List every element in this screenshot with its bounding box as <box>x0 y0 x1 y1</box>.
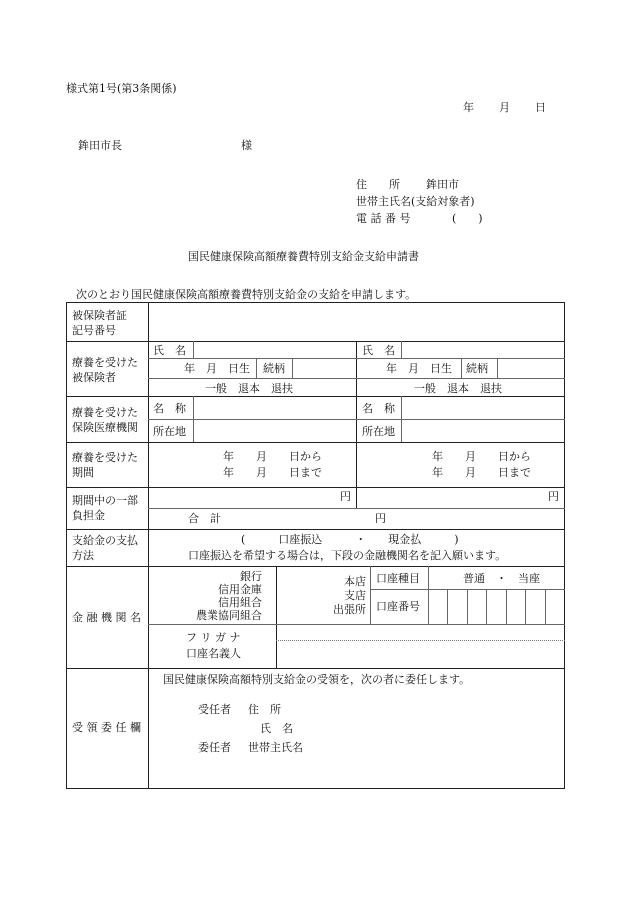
bank-type-nokyo: 農業協同組合 <box>196 609 262 622</box>
delegate-name-label: 氏 名 <box>260 722 293 735</box>
institution-location-label-2: 所在地 <box>362 425 395 438</box>
period-from-2: 年 月 日から <box>432 450 531 463</box>
account-holder-label: 口座名義人 <box>186 647 241 660</box>
label-delegation: 受 領 委 任 欄 <box>72 721 141 734</box>
institution-location-field-1[interactable] <box>195 421 354 441</box>
applicant-name-label: 世帯主氏名(支給対象者) <box>356 195 475 208</box>
insured-name-label-2: 氏 名 <box>362 344 395 357</box>
period-to-2: 年 月 日まで <box>432 466 531 479</box>
furigana-label: フ リ ガ ナ <box>186 631 241 644</box>
applicant-address-value: 鉾田市 <box>426 178 459 191</box>
label-copayment: 期間中の一部 負担金 <box>72 494 138 522</box>
account-type-label: 口座種目 <box>376 572 420 585</box>
insured-name-field-2[interactable] <box>403 343 563 357</box>
payment-note: 口座振込を希望する場合は，下段の金融機関名を記入願います。 <box>188 549 507 562</box>
account-number-label: 口座番号 <box>376 600 420 613</box>
label-treatment-period: 療養を受けた 期間 <box>72 451 138 479</box>
delegate-label: 受任者 <box>198 703 231 716</box>
institution-name-label-2: 名 称 <box>362 402 395 415</box>
period-to-1: 年 月 日まで <box>223 466 322 479</box>
copay-yen-2: 円 <box>548 490 559 503</box>
insured-name-field-1[interactable] <box>195 343 354 357</box>
intro-text: 次のとおり国民健康保険高額療養費特別支給金の支給を申請します。 <box>76 288 417 301</box>
bank-type-shinkumi: 信用組合 <box>218 596 262 609</box>
label-insurance-card-number: 被保険者証 記号番号 <box>72 309 127 337</box>
insured-relation-label-2: 続柄 <box>466 362 488 375</box>
insured-category-1: 一般 退本 退扶 <box>205 382 293 395</box>
institution-name-field-1[interactable] <box>195 398 354 418</box>
bank-type-shinkin: 信用金庫 <box>218 583 262 596</box>
insured-name-label-1: 氏 名 <box>153 344 186 357</box>
account-holder-field[interactable] <box>278 642 563 667</box>
date-year-label: 年 <box>463 101 474 114</box>
furigana-field[interactable] <box>278 626 563 639</box>
applicant-phone-parens: ( ) <box>452 212 483 225</box>
branch-type-office: 出張所 <box>333 603 366 616</box>
insured-relation-label-1: 続柄 <box>263 362 285 375</box>
account-type-options[interactable]: 普通 ・ 当座 <box>463 572 540 585</box>
copay-field-1[interactable] <box>150 489 335 506</box>
institution-name-label-1: 名 称 <box>153 402 186 415</box>
label-insured-person: 療養を受けた 被保険者 <box>72 356 138 384</box>
insured-relation-field-2[interactable] <box>499 360 563 377</box>
date-month-label: 月 <box>499 101 510 114</box>
delegation-text: 国民健康保険高額特別支給金の受領を，次の者に委任します。 <box>163 673 471 686</box>
form-number: 様式第1号(第3条関係) <box>66 82 177 95</box>
branch-type-list <box>326 575 366 617</box>
applicant-address-label: 住 所 <box>356 178 400 191</box>
copay-field-2[interactable] <box>358 489 543 506</box>
document-title: 国民健康保険高額療養費特別支給金支給申請書 <box>188 250 419 263</box>
delegator-label: 委任者 <box>198 741 231 754</box>
insured-birth-label-1: 年 月 日生 <box>184 362 250 375</box>
applicant-phone-label: 電 話 番 号 <box>356 212 411 225</box>
addressee: 鉾田市長 <box>78 139 122 152</box>
date-day-label: 日 <box>535 101 546 114</box>
institution-location-field-2[interactable] <box>403 421 563 441</box>
copay-total-label: 合 計 <box>188 512 221 525</box>
label-medical-institution: 療養を受けた 保険医療機関 <box>72 406 138 434</box>
addressee-honorific: 様 <box>241 139 252 152</box>
copay-yen-1: 円 <box>340 490 351 503</box>
branch-type-branch: 支店 <box>344 589 366 602</box>
label-financial-institution: 金 融 機 関 名 <box>72 611 141 624</box>
branch-type-main: 本店 <box>344 575 366 588</box>
label-payment-method: 支給金の支払 方法 <box>72 534 138 562</box>
institution-location-label-1: 所在地 <box>153 425 186 438</box>
period-from-1: 年 月 日から <box>223 450 322 463</box>
delegate-address-label: 住 所 <box>248 703 281 716</box>
insured-birth-label-2: 年 月 日生 <box>386 362 452 375</box>
bank-type-list <box>176 570 262 622</box>
insured-category-2: 一般 退本 退扶 <box>414 382 502 395</box>
insurance-number-field[interactable] <box>150 304 562 340</box>
insured-relation-field-1[interactable] <box>295 360 354 377</box>
bank-type-bank: 銀行 <box>240 570 262 583</box>
delegator-name-label: 世帯主氏名 <box>248 741 303 754</box>
payment-options[interactable]: ( 口座振込 ・ 現金払 ) <box>241 533 459 546</box>
copay-total-yen: 円 <box>375 512 386 525</box>
account-number-field[interactable] <box>430 591 563 623</box>
institution-name-field-2[interactable] <box>403 398 563 418</box>
